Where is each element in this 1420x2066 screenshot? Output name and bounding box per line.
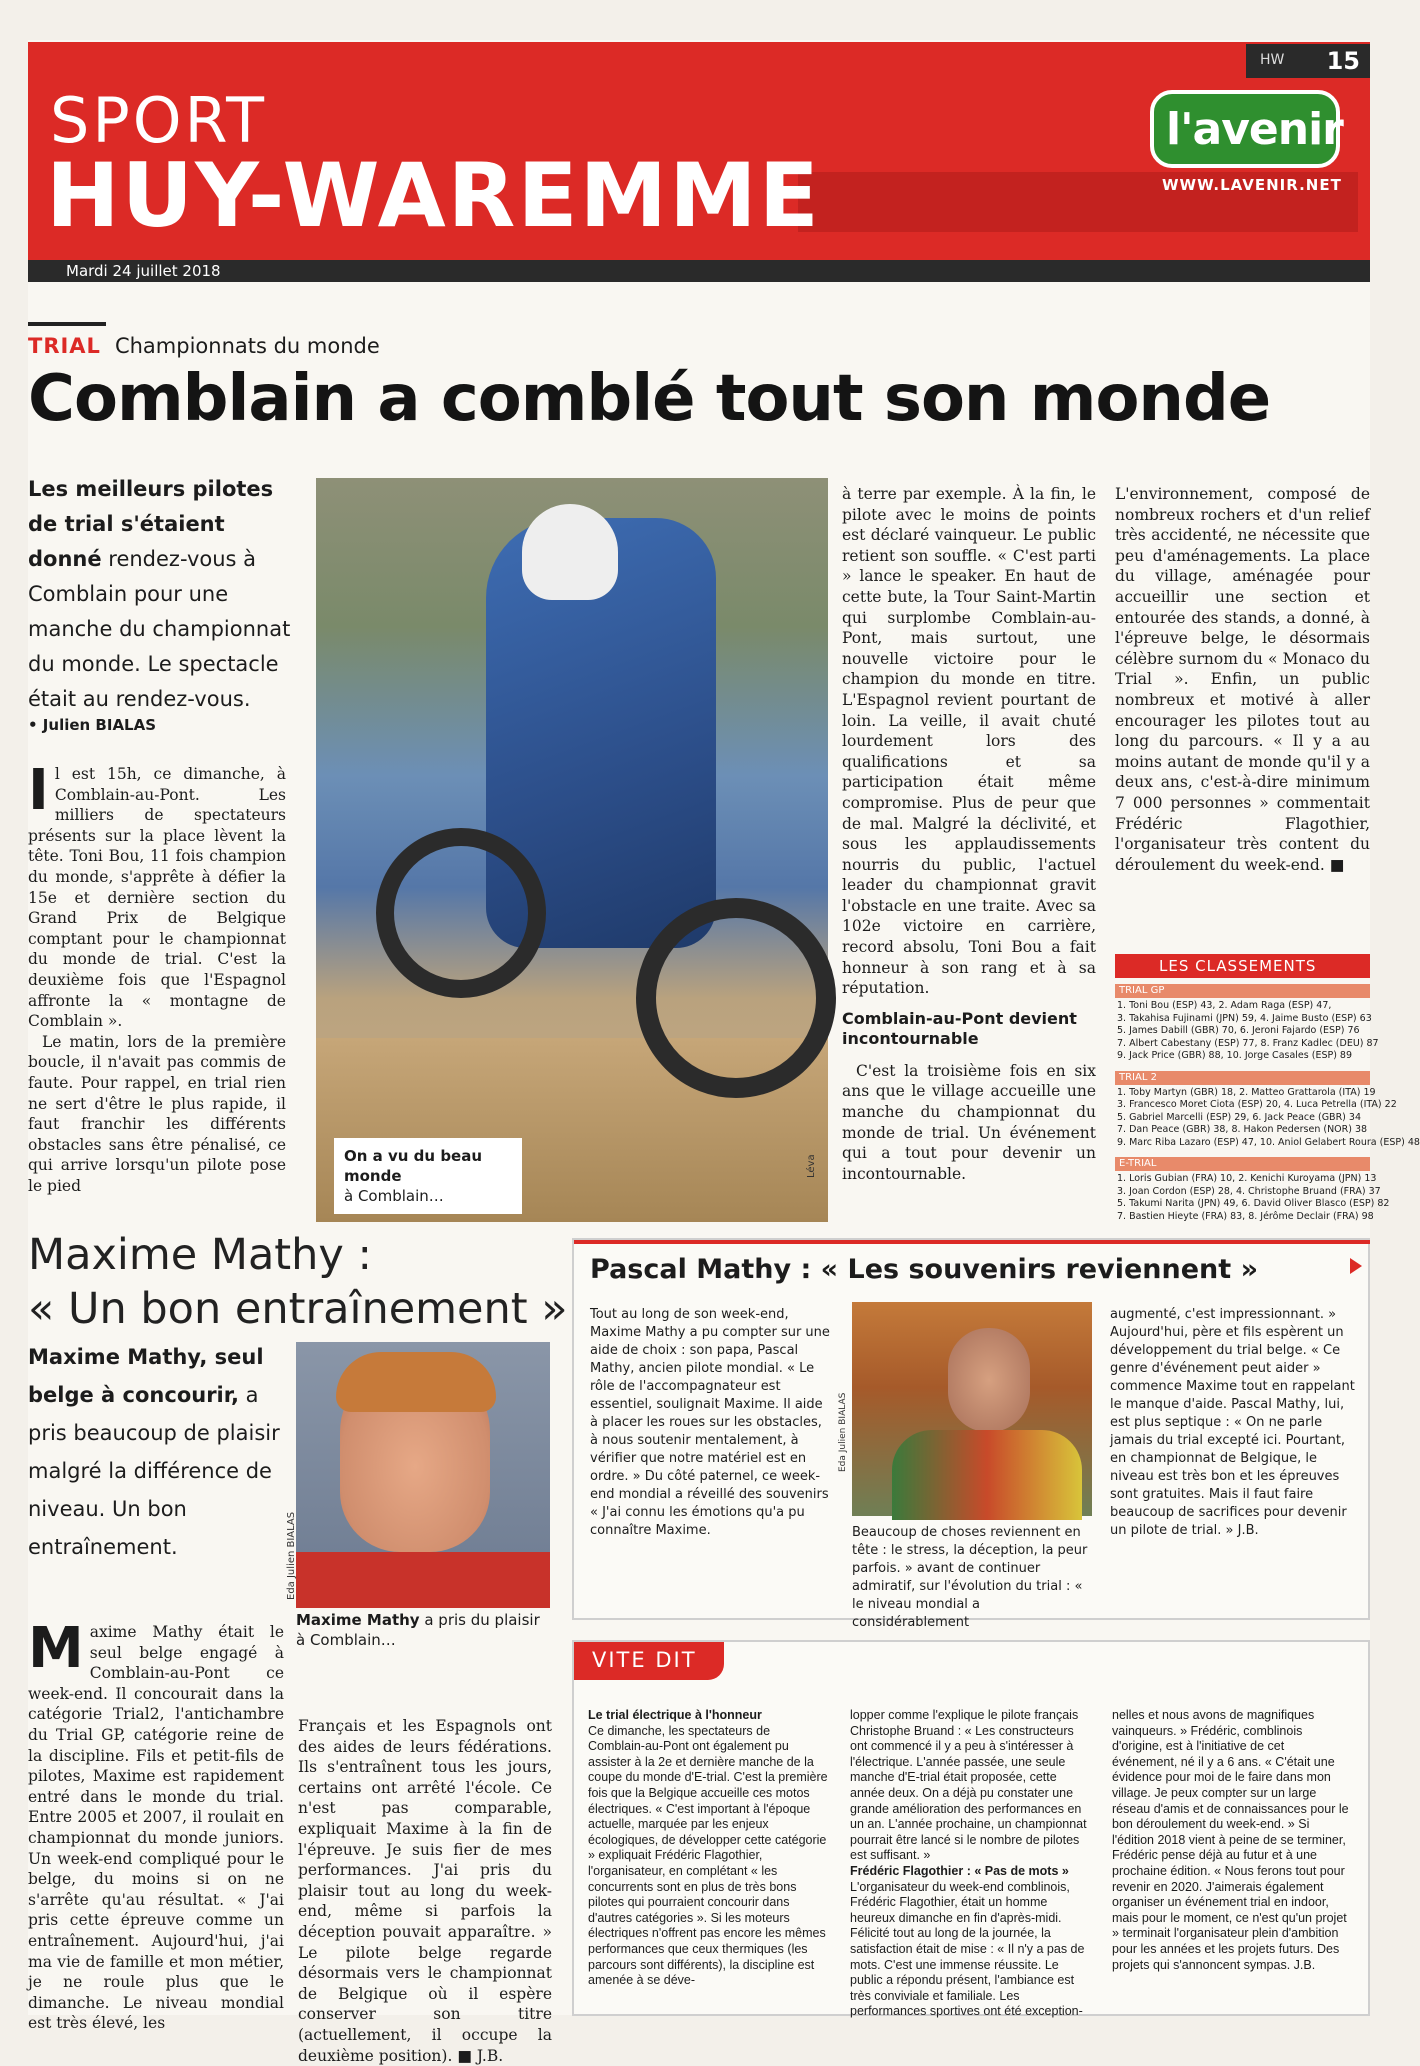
lead-bold: Les meilleurs pilotes de trial s'étaient donné — [28, 477, 274, 571]
maxime-col1-body: week-end. Il concourait dans la catégorie Trial2, l'antichambre du Trial GP, catégorie reine de la discipline. Fils et petit-fils de pilotes, Maxime est rapidement entré dans le monde du trial. Entre 2005 et 2007, il roulait en championnat du monde juniors. Un week-end compliqué pour le belge, du moins si on ne s'arrête qu'au résultat. « J'ai pris cette épreuve comme un entraînement. Aujourd'hui, j'ai ma vie de famille et mon métier, je ne roule plus que le dimanche. Le niveau mondial est très élevé, les — [28, 1684, 284, 2033]
maxime-photo-caption — [296, 1610, 550, 1650]
maxime-lead-bold: Maxime Mathy, seul belge à concourir, — [28, 1345, 264, 1407]
region-label: HUY-WAREMME — [46, 144, 821, 247]
head-shape — [948, 1328, 1030, 1432]
arrow-right-icon — [1350, 1258, 1362, 1274]
standings-list — [1115, 1171, 1390, 1225]
lead-rest: rendez-vous à Comblain pour une manche du championnat du monde. Le spectacle était au rendez-vous. — [28, 547, 291, 711]
standings-title: LES CLASSEMENTS — [1115, 954, 1370, 978]
article-column-4 — [1115, 484, 1370, 875]
standings-line: 9. Jack Price (GBR) 88, 10. Jorge Casales (ESP) 89 — [1117, 1050, 1353, 1061]
kicker-subcategory: Championnats du monde — [114, 334, 380, 358]
standings-line: 1. Loris Gubian (FRA) 10, 2. Kenichi Kuroyama (JPN) 13 — [1117, 1173, 1377, 1184]
issue-date: Mardi 24 juillet 2018 — [66, 262, 221, 280]
section-label: SPORT — [50, 84, 267, 157]
newspaper-logo[interactable] — [1150, 90, 1360, 200]
kicker-category: TRIAL — [28, 334, 101, 358]
maxime-title-line-2: « Un bon entraînement » — [28, 1284, 568, 1334]
vite-dit-tab — [574, 1642, 724, 1680]
maxime-portrait-photo — [296, 1342, 550, 1608]
box-top-bar — [574, 1240, 1370, 1244]
pascal-column-3: augmenté, c'est impressionnant. » Aujourd'hui, père et fils espèrent un développement du trial belge. « Ce genre d'événement peut aider » commence Maxime tout en rappelant le manque d'aide. Pascal Mathy, lui, est plus septique : « On ne parle jamais du trial excepté ici. Pourtant, en championnat de Belgique, le niveau est très bon et les épreuves sont gratuites. Mais il faut faire beaucoup de sacrifices pour devenir un pilote de trial. » J.B. — [1110, 1307, 1355, 1538]
standings-line: 7. Bastien Hieyte (FRA) 83, 8. Jérôme Declair (FRA) 98 — [1117, 1210, 1374, 1222]
standings-line: 3. Francesco Moret Ciota (ESP) 20, 4. Luca Petrella (ITA) 22 — [1117, 1099, 1397, 1110]
maxime-col2-text: Français et les Espagnols ont des aides de leurs fédérations. Ils s'entraînent tous les jours, certains ont arrêté l'école. Ce n'est pas comparable, expliquait Maxime à la fin de l'épreuve. Je suis fier de mes performances. J'ai pris du plaisir tout au long du week-end, même si parfois la déception pouvait apparaître. » Le pilote belge regarde désormais vers le championnat de Belgique où il espère conserver son titre (actuellement, il occupe la deuxième position). ■ J.B. — [298, 1717, 552, 2065]
photo-credit: Léva — [806, 1154, 817, 1178]
pascal-photo-caption: Beaucoup de choses reviennent en tête : le stress, la déception, la peur parfois. » avant de continuer admiratif, sur l'évolution du trial : « le niveau mondial a considérablement — [852, 1525, 1088, 1630]
front-wheel-shape — [636, 898, 836, 1098]
vite-dit-col2-text-a: lopper comme l'explique le pilote français Christophe Bruand : « Les constructeurs ont commencé il y a peu à s'intéresser à l'électrique. L'année passée, une seule manche d'E-trial était proposée, cette année deux. On a déjà pu constater une grande amélioration des performances en un an. L'année prochaine, un championnat pourrait être lancé si le nombre de pilotes est suffisant. » — [850, 1708, 1087, 1863]
maxime-caption-bold: Maxime Mathy — [296, 1611, 420, 1629]
article-headline: Comblain a comblé tout son monde — [28, 362, 1271, 436]
maxime-column-2 — [298, 1716, 552, 2066]
section-header — [28, 42, 1370, 260]
maxime-lead — [28, 1338, 298, 1566]
maxime-caption-rest: a pris du plaisir à Comblain… — [296, 1611, 540, 1649]
vite-dit-head-1: Le trial électrique à l'honneur — [588, 1708, 762, 1722]
article-lead — [28, 472, 300, 717]
photo-caption — [334, 1138, 522, 1214]
pascal-mathy-box — [572, 1238, 1370, 1630]
standings-line: 5. Gabriel Marcelli (ESP) 29, 6. Jack Peace (GBR) 34 — [1117, 1111, 1361, 1123]
maxime-photo-credit: Eda Julien BIALAS — [286, 1511, 297, 1600]
vite-dit-column-1 — [588, 1708, 828, 1989]
pascal-photo — [852, 1302, 1092, 1516]
kicker-rule — [28, 322, 106, 326]
standings-line: 7. Dan Peace (GBR) 38, 8. Hakon Pedersen (NOR) 38 — [1117, 1124, 1368, 1135]
standings-list — [1115, 1085, 1420, 1152]
shirt-shape — [296, 1552, 550, 1608]
logo-url: WWW.LAVENIR.NET — [1162, 176, 1342, 194]
body-shape — [892, 1430, 1082, 1520]
standings-list — [1115, 998, 1379, 1065]
byline: • Julien BIALAS — [28, 716, 157, 734]
col1-paragraph-1: l est 15h, ce dimanche, à Comblain-au-Pont. Les milliers de spectateurs présents sur la place lèvent la tête. Toni Bou, 11 fois champion du monde, s'apprête à défier la 15e et dernière section du Grand Prix de Belgique comptant pour le championnat du monde de trial. C'est la deuxième fois que l'Espagnol affronte la « montagne de Comblain ». — [28, 765, 286, 1031]
article-column-3 — [842, 484, 1096, 1184]
standings-box — [1115, 954, 1420, 1225]
newspaper-page — [28, 40, 1420, 2065]
pascal-photo-credit: Eda Julien BIALAS — [838, 1392, 848, 1472]
standings-line: 5. Takumi Narita (JPN) 49, 6. David Oliver Blasco (ESP) 82 — [1117, 1198, 1390, 1209]
vite-dit-col3-text: nelles et nous avons de magnifiques vainqueurs. » Frédéric, comblinois d'origine, est à l'initiative de cet événement, né il y a 6 ans. « C'était une évidence pour moi de le faire dans mon village. Je peux compter sur un large réseau d'amis et de connaissances pour le bon déroulement du week-end. » Si l'édition 2018 vient à peine de se terminer, Frédéric pense déjà au futur et à une prochaine édition. « Nous ferons tout pour revenir en 2020. J'aimerais également organiser un événement trial en indoor, mais pour le moment, ce n'est qu'un projet » terminait l'organisateur plein d'ambition pour les années et les projets futurs. Des projets qui s'annoncent sympas. J.B. — [1112, 1708, 1349, 1972]
standings-line: 1. Toby Martyn (GBR) 18, 2. Matteo Grattarola (ITA) 19 — [1117, 1086, 1376, 1098]
col3-paragraph-1: à terre par exemple. À la fin, le pilote avec le moins de points est déclaré vainqueur. Le public retient son souffle. « C'est parti » lance le speaker. En haut de cette bute, la Tour Saint-Martin qui surplombe Comblain-au-Pont, mais surtout, une nouvelle victoire pour le champion du monde en titre. L'Espagnol revient pourtant de loin. La veille, il avait chuté lourdement lors des qualifications et sa participation était même compromise. Plus de peur que de mal. Malgré la déclivité, et sous les applaudissements nourris du public, l'actuel leader du championnat gravit l'obstacle en une traite. Avec sa 102e victoire en carrière, record absolu, Toni Bou a fait honneur à son rang et à sa réputation. — [842, 485, 1096, 998]
vite-dit-box — [572, 1640, 1370, 2019]
page-number: 15 — [1326, 47, 1360, 75]
vite-dit-head-2: Frédéric Flagothier : « Pas de mots » — [850, 1863, 1069, 1878]
vite-dit-column-2 — [850, 1708, 1090, 2020]
col4-paragraph-1: L'environnement, composé de nombreux rochers et d'un relief très accidenté, ne nécessite que peu d'aménagements. La place du village, aménagée pour accueillir une section et entourée des stands, a donné, à l'épreuve belge, le désormais célèbre surnom du « Monaco du Trial ». Enfin, un public nombreux et motivé à aller encourager les pilotes tout au long du parcours. « Il y a au moins autant de monde qu'il y a deux ans, c'est-à-dire minimum 7 000 personnes » commentait Frédéric Flagothier, l'organisateur très content du déroulement du week-end. ■ — [1115, 485, 1370, 874]
maxime-article-title — [28, 1228, 568, 1336]
vite-dit-col1-text: Ce dimanche, les spectateurs de Comblain-au-Pont ont également pu assister à la 2e et dernière manche de la coupe du monde d'E-trial. C'est la première fois que la Belgique accueille ces motos électriques. « C'est important à l'époque actuelle, marquée par les enjeux écologiques, de développer cette catégorie » expliquait Frédéric Flagothier, l'organisateur, en complétant « les concurrents sont en plus de très bons pilotes qui pourraient concourir dans d'autres catégories ». Si les moteurs électriques n'offrent pas encore les mêmes performances que ceux thermiques (les parcours sont différents), la discipline est amenée à se déve- — [588, 1723, 828, 1988]
standings-line: 1. Toni Bou (ESP) 43, 2. Adam Raga (ESP) 47, — [1117, 1000, 1332, 1011]
date-bar — [28, 260, 1370, 282]
maxime-lead-rest: a pris beaucoup de plaisir malgré la différence de niveau. Un bon entraînement. — [28, 1383, 280, 1559]
trial-rider-photo — [316, 478, 828, 1222]
article-subhead: Comblain-au-Pont devient incontournable — [842, 1008, 1077, 1048]
maxime-col1-intro: axime Mathy était le seul belge engagé à Comblain-au-Pont ce — [89, 1623, 284, 1683]
standings-line: 5. James Dabill (GBR) 70, 6. Jeroni Fajardo (ESP) 76 — [1117, 1025, 1360, 1036]
col1-paragraph-2: Le matin, lors de la première boucle, il n'avait pas commis de faute. Pour rappel, en trial rien ne sert d'être le plus rapide, il faut franchir les différents obstacles sans être pénalisé, ce qui arrive lorsqu'un pilote pose le pied — [28, 1032, 286, 1195]
standings-category: TRIAL GP — [1115, 984, 1370, 998]
vite-dit-col2-text-b: L'organisateur du week-end comblinois, Frédéric Flagothier, était un homme heureux dimanche en fin d'après-midi. Félicité tout au long de la journée, la satisfaction était de mise : « Il n'y a pas de mots. C'est une immense réussite. Le public a répondu présent, l'ambiance est très conviviale et familiale. Les performances sportives ont été exception- — [850, 1879, 1085, 2019]
maxime-drop-cap: M — [28, 1616, 84, 1681]
col3-paragraph-2: C'est la troisième fois en six ans que le village accueille une manche du championnat du monde de trial. Un événement qui a tout pour devenir un incontournable. — [842, 1061, 1096, 1183]
pascal-box-title: Pascal Mathy : « Les souvenirs reviennent » — [590, 1254, 1259, 1285]
hair-shape — [336, 1352, 496, 1412]
standings-line: 7. Albert Cabestany (ESP) 77, 8. Franz Kadlec (DEU) 87 — [1117, 1037, 1379, 1049]
vite-dit-label: VITE DIT — [592, 1648, 697, 1672]
standings-line: 9. Marc Riba Lazaro (ESP) 47, 10. Aniol Gelabert Roura (ESP) 48 — [1117, 1136, 1420, 1148]
logo-text: l'avenir — [1166, 104, 1343, 155]
kicker — [28, 334, 380, 358]
standings-line: 3. Joan Cordon (ESP) 28, 4. Christophe Bruand (FRA) 37 — [1117, 1185, 1381, 1197]
standings-category: E-TRIAL — [1115, 1157, 1370, 1171]
article-column-1 — [28, 758, 286, 1196]
photo-caption-rest: à Comblain… — [344, 1187, 444, 1205]
page-code: HW — [1260, 52, 1285, 68]
maxime-column-1 — [28, 1616, 284, 2034]
vite-dit-column-3 — [1112, 1708, 1352, 1973]
standings-line: 3. Takahisa Fujinami (JPN) 59, 4. Jaime Busto (ESP) 63 — [1117, 1012, 1372, 1024]
rear-wheel-shape — [376, 828, 546, 998]
page-tag — [1246, 44, 1370, 78]
helmet-shape — [522, 504, 618, 600]
photo-caption-bold: On a vu du beau monde — [344, 1147, 483, 1185]
maxime-title-line-1: Maxime Mathy : — [28, 1230, 373, 1280]
standings-category: TRIAL 2 — [1115, 1071, 1370, 1085]
drop-cap: I — [28, 758, 49, 823]
pascal-column-1: Tout au long de son week-end, Maxime Mathy a pu compter sur une aide de choix : son papa, Pascal Mathy, ancien pilote mondial. « Le rôle de l'accompagnateur est essentiel, soulignait Maxime. Il aide à placer les roues sur les obstacles, à nous soutenir mentalement, à vérifier que notre matériel est en ordre. » Du côté paternel, ce week-end mondial a réveillé des souvenirs « J'ai connu les émotions qu'a pu connaître Maxime. — [590, 1307, 830, 1538]
logo-badge — [1150, 90, 1343, 168]
